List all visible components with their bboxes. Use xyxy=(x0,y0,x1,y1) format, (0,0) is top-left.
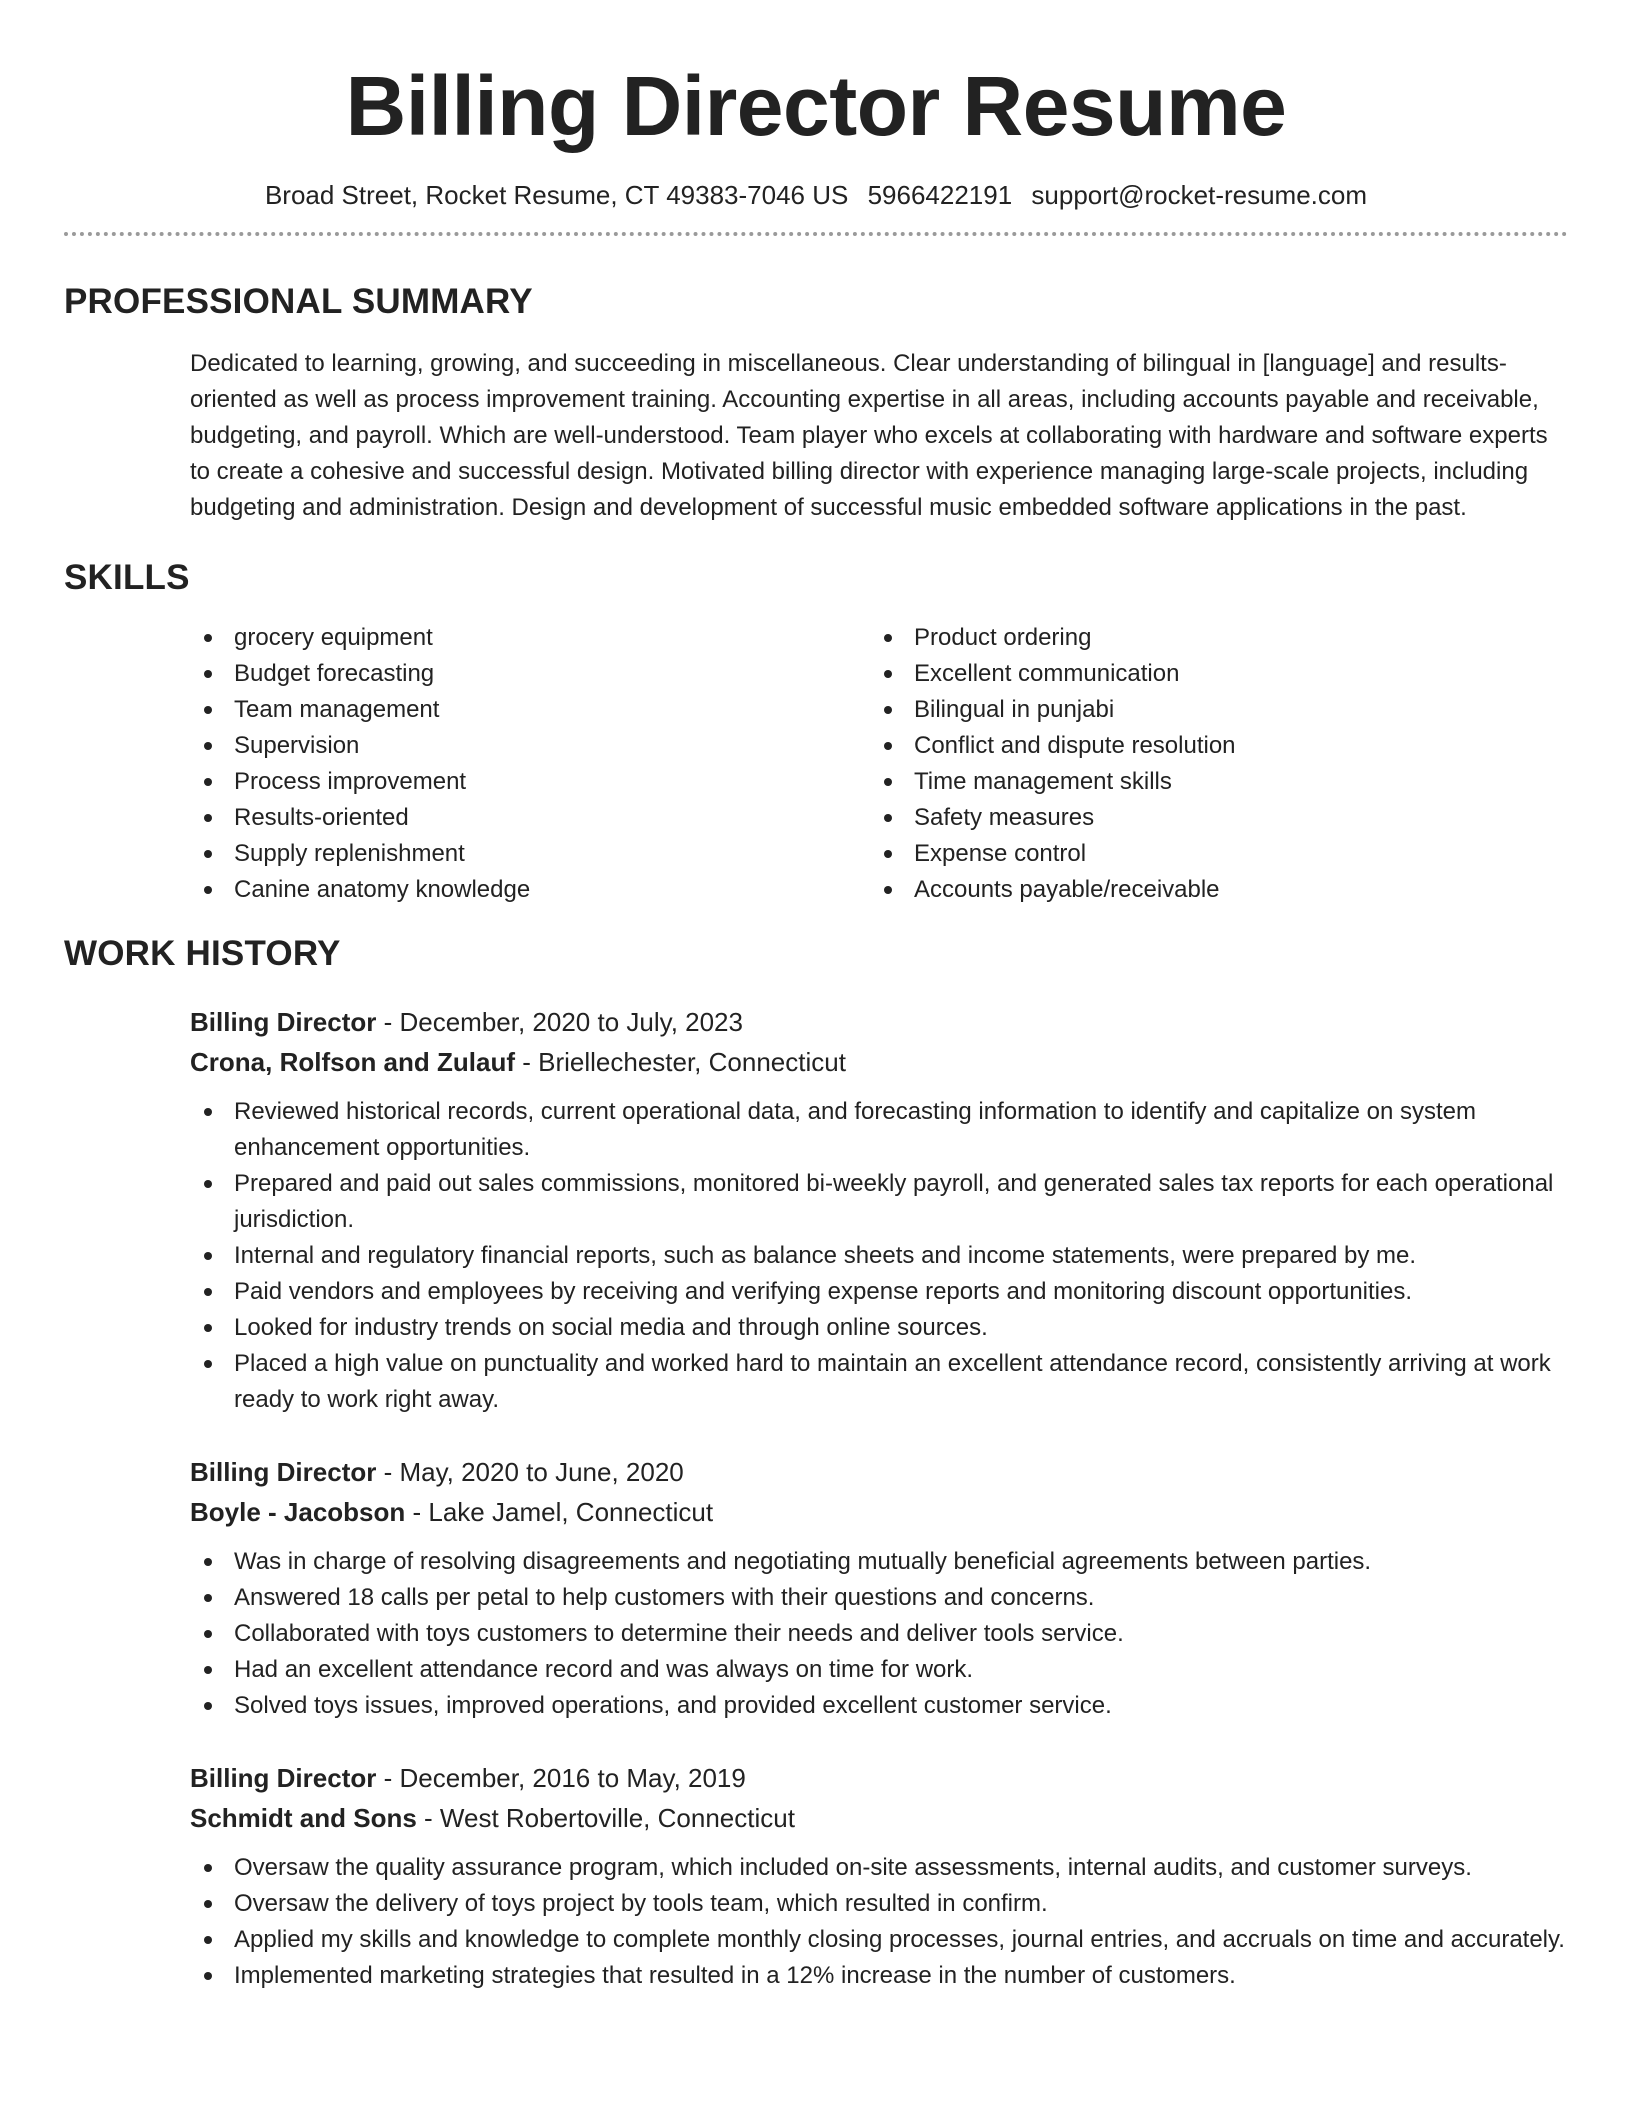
job-title-line xyxy=(190,1758,1568,1798)
skills-column-right xyxy=(870,620,1550,908)
job-company-line xyxy=(190,1798,1568,1838)
contact-phone: 5966422191 xyxy=(867,180,1013,210)
skill-item: Excellent communication xyxy=(870,656,1550,692)
job-entry xyxy=(190,1452,1568,1724)
job-company: Crona, Rolfson and Zulauf xyxy=(190,1047,515,1077)
resume-page xyxy=(64,0,1568,1994)
job-bullet: Had an excellent attendance record and was always on time for work. xyxy=(190,1652,1568,1688)
contact-email: support@rocket-resume.com xyxy=(1031,180,1368,210)
job-bullets xyxy=(190,1850,1568,1994)
job-bullet: Implemented marketing strategies that resulted in a 12% increase in the number of customers. xyxy=(190,1958,1568,1994)
job-bullet: Solved toys issues, improved operations, and provided excellent customer service. xyxy=(190,1688,1568,1724)
header-divider xyxy=(64,232,1568,236)
skill-item: Supervision xyxy=(190,728,870,764)
summary-section xyxy=(64,280,1568,526)
job-bullet: Reviewed historical records, current operational data, and forecasting information to identify and capitalize on system enhancement opportunities. xyxy=(190,1094,1568,1166)
resume-title: Billing Director Resume xyxy=(345,59,1287,153)
skill-item: Expense control xyxy=(870,836,1550,872)
summary-text: Dedicated to learning, growing, and succeeding in miscellaneous. Clear understanding of bilingual in [language] and results-oriented as well as process improvement training. Accounting expertise in all areas, including accounts payable and receivable, budgeting, and payroll. Which are well-understood. Team player who excels at collaborating with hardware and software experts to create a cohesive and successful design. Motivated billing director with experience managing large-scale projects, including budgeting and administration. Design and development of successful music embedded software applications in the past. xyxy=(190,350,1548,521)
skills-column-left xyxy=(190,620,870,908)
job-bullet: Was in charge of resolving disagreements and negotiating mutually beneficial agreements between parties. xyxy=(190,1544,1568,1580)
contact-line xyxy=(64,178,1568,212)
job-bullets xyxy=(190,1094,1568,1418)
job-bullet: Paid vendors and employees by receiving and verifying expense reports and monitoring discount opportunities. xyxy=(190,1274,1568,1310)
skills-grid xyxy=(190,620,1568,908)
skill-item: Bilingual in punjabi xyxy=(870,692,1550,728)
job-bullet: Internal and regulatory financial reports, such as balance sheets and income statements, were prepared by me. xyxy=(190,1238,1568,1274)
skill-item: Conflict and dispute resolution xyxy=(870,728,1550,764)
job-company: Schmidt and Sons xyxy=(190,1803,417,1833)
skill-item: Time management skills xyxy=(870,764,1550,800)
skill-item: Results-oriented xyxy=(190,800,870,836)
skill-item: Canine anatomy knowledge xyxy=(190,872,870,908)
skill-item: Product ordering xyxy=(870,620,1550,656)
job-location: - West Robertoville, Connecticut xyxy=(416,1803,795,1833)
job-bullet: Oversaw the quality assurance program, which included on-site assessments, internal audits, and customer surveys. xyxy=(190,1850,1568,1886)
job-dates: - May, 2020 to June, 2020 xyxy=(376,1457,684,1487)
summary-heading: PROFESSIONAL SUMMARY xyxy=(64,282,533,321)
contact-address: Broad Street, Rocket Resume, CT 49383-7046 US xyxy=(264,180,849,210)
work-history-section xyxy=(64,932,1568,1994)
job-entry xyxy=(190,1758,1568,1994)
job-company: Boyle - Jacobson xyxy=(190,1497,406,1527)
job-bullet: Answered 18 calls per petal to help customers with their questions and concerns. xyxy=(190,1580,1568,1616)
job-bullet: Applied my skills and knowledge to complete monthly closing processes, journal entries, and accruals on time and accurately. xyxy=(190,1922,1568,1958)
job-title-line xyxy=(190,1452,1568,1492)
skill-item: Supply replenishment xyxy=(190,836,870,872)
job-bullet: Collaborated with toys customers to determine their needs and deliver tools service. xyxy=(190,1616,1568,1652)
job-bullet: Looked for industry trends on social media and through online sources. xyxy=(190,1310,1568,1346)
job-company-line xyxy=(190,1492,1568,1532)
job-title-line xyxy=(190,1002,1568,1042)
job-bullet: Placed a high value on punctuality and worked hard to maintain an excellent attendance record, consistently arriving at work ready to work right away. xyxy=(190,1346,1568,1418)
job-bullets xyxy=(190,1544,1568,1724)
skill-item: Accounts payable/receivable xyxy=(870,872,1550,908)
job-entry xyxy=(190,1002,1568,1418)
job-dates: - December, 2020 to July, 2023 xyxy=(376,1007,743,1037)
job-dates: - December, 2016 to May, 2019 xyxy=(376,1763,746,1793)
skills-section xyxy=(64,556,1568,908)
work-history-heading: WORK HISTORY xyxy=(64,934,341,973)
skill-item: grocery equipment xyxy=(190,620,870,656)
job-location: - Lake Jamel, Connecticut xyxy=(405,1497,714,1527)
job-title: Billing Director xyxy=(190,1457,377,1487)
job-title: Billing Director xyxy=(190,1007,377,1037)
skill-item: Team management xyxy=(190,692,870,728)
job-company-line xyxy=(190,1042,1568,1082)
skill-item: Safety measures xyxy=(870,800,1550,836)
job-bullet: Oversaw the delivery of toys project by tools team, which resulted in confirm. xyxy=(190,1886,1568,1922)
skill-item: Budget forecasting xyxy=(190,656,870,692)
job-location: - Briellechester, Connecticut xyxy=(515,1047,846,1077)
skills-heading: SKILLS xyxy=(64,558,190,597)
job-bullet: Prepared and paid out sales commissions, monitored bi-weekly payroll, and generated sales tax reports for each operational jurisdiction. xyxy=(190,1166,1568,1238)
job-title: Billing Director xyxy=(190,1763,377,1793)
skill-item: Process improvement xyxy=(190,764,870,800)
